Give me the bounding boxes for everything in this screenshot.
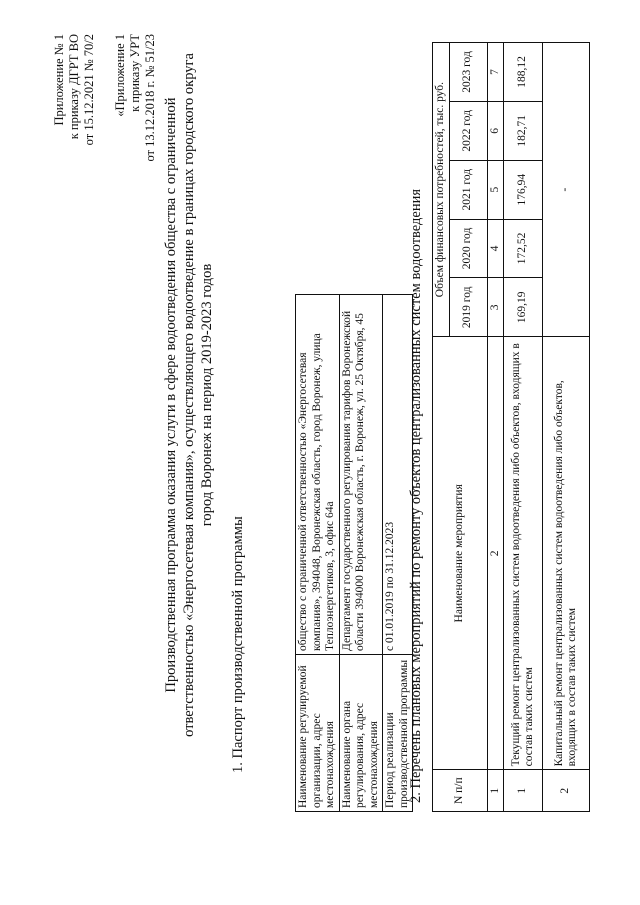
column-number: 1 — [487, 770, 504, 812]
table-row-column-numbers — [487, 43, 504, 812]
appendix-line: Приложение № 1 — [52, 34, 66, 126]
appendix-block — [52, 34, 158, 254]
passport-table — [295, 294, 413, 812]
table-header-row — [433, 43, 450, 812]
column-header-number: N п/п — [433, 770, 488, 812]
column-header-finance: Объем финансовых потребностей, тыс. руб. — [433, 43, 450, 337]
appendix-line: «Приложение 1 — [113, 34, 127, 117]
table-row — [339, 295, 383, 812]
column-number: 5 — [487, 160, 504, 219]
title-line: город Воронеж на период 2019-2023 годов — [199, 263, 215, 527]
table-row — [504, 43, 543, 812]
column-header-year: 2022 год — [449, 101, 487, 160]
measure-name: Текущий ремонт централизованных систем водоотведения либо объектов, входящих в состав таких систем — [504, 337, 543, 770]
appendix-line: к приказу УРТ — [128, 34, 142, 112]
plan-table — [432, 42, 590, 812]
section-heading: 1. Паспорт производственной программы — [230, 516, 246, 773]
passport-label: Наименование регулируемой организации, адрес местонахождения — [296, 655, 340, 812]
column-header-year: 2020 год — [449, 219, 487, 278]
column-number: 7 — [487, 43, 504, 102]
passport-label: Наименование органа регулирования, адрес местонахождения — [339, 655, 383, 812]
row-number: 1 — [504, 770, 543, 812]
passport-value: с 01.01.2019 по 31.12.2023 — [383, 295, 413, 655]
passport-label: Период реализации производственной программы — [383, 655, 413, 812]
passport-value: Департамент государственного регулирования тарифов Воронежской области 394000 Воронежская область, г. Воронеж, ул. 25 Октября, 45 — [339, 295, 383, 655]
finance-value: 169,19 — [504, 278, 543, 337]
column-number: 2 — [487, 337, 504, 770]
table-row — [543, 43, 590, 812]
finance-value: 172,52 — [504, 219, 543, 278]
finance-value: 188,12 — [504, 43, 543, 102]
appendix-line: к приказу ДГРТ ВО — [67, 34, 81, 140]
column-header-name: Наименование мероприятия — [433, 337, 488, 770]
section-heading: 2. Перечень плановых мероприятий по ремонту объектов централизованных систем водоотведения — [408, 188, 424, 803]
measure-name: Капитальный ремонт централизованных систем водоотведения либо объектов, входящих в состав таких систем — [543, 337, 590, 770]
passport-value: общество с ограниченной ответственностью «Энергосетевая компания», 394048, Воронежская область, город Воронеж, улица Теплоэнергетиков, 3, офис 64а — [296, 295, 340, 655]
column-header-year: 2021 год — [449, 160, 487, 219]
column-number: 6 — [487, 101, 504, 160]
appendix-line: от 15.12.2021 № 70/2 — [82, 34, 96, 146]
appendix-line: от 13.12.2018 г. № 51/23 — [143, 34, 157, 162]
title-line: Производственная программа оказания услуги в сфере водоотведения общества с ограниченной — [163, 97, 179, 693]
finance-dash: - — [543, 43, 590, 337]
column-header-year: 2019 год — [449, 278, 487, 337]
finance-value: 176,94 — [504, 160, 543, 219]
document-title — [162, 35, 216, 755]
column-number: 3 — [487, 278, 504, 337]
column-header-year: 2023 год — [449, 43, 487, 102]
table-row — [296, 295, 340, 812]
title-line: ответственностью «Энергосетевая компания», осуществляющего водоотведение в границах городского округа — [181, 53, 197, 737]
row-number: 2 — [543, 770, 590, 812]
finance-value: 182,71 — [504, 101, 543, 160]
column-number: 4 — [487, 219, 504, 278]
